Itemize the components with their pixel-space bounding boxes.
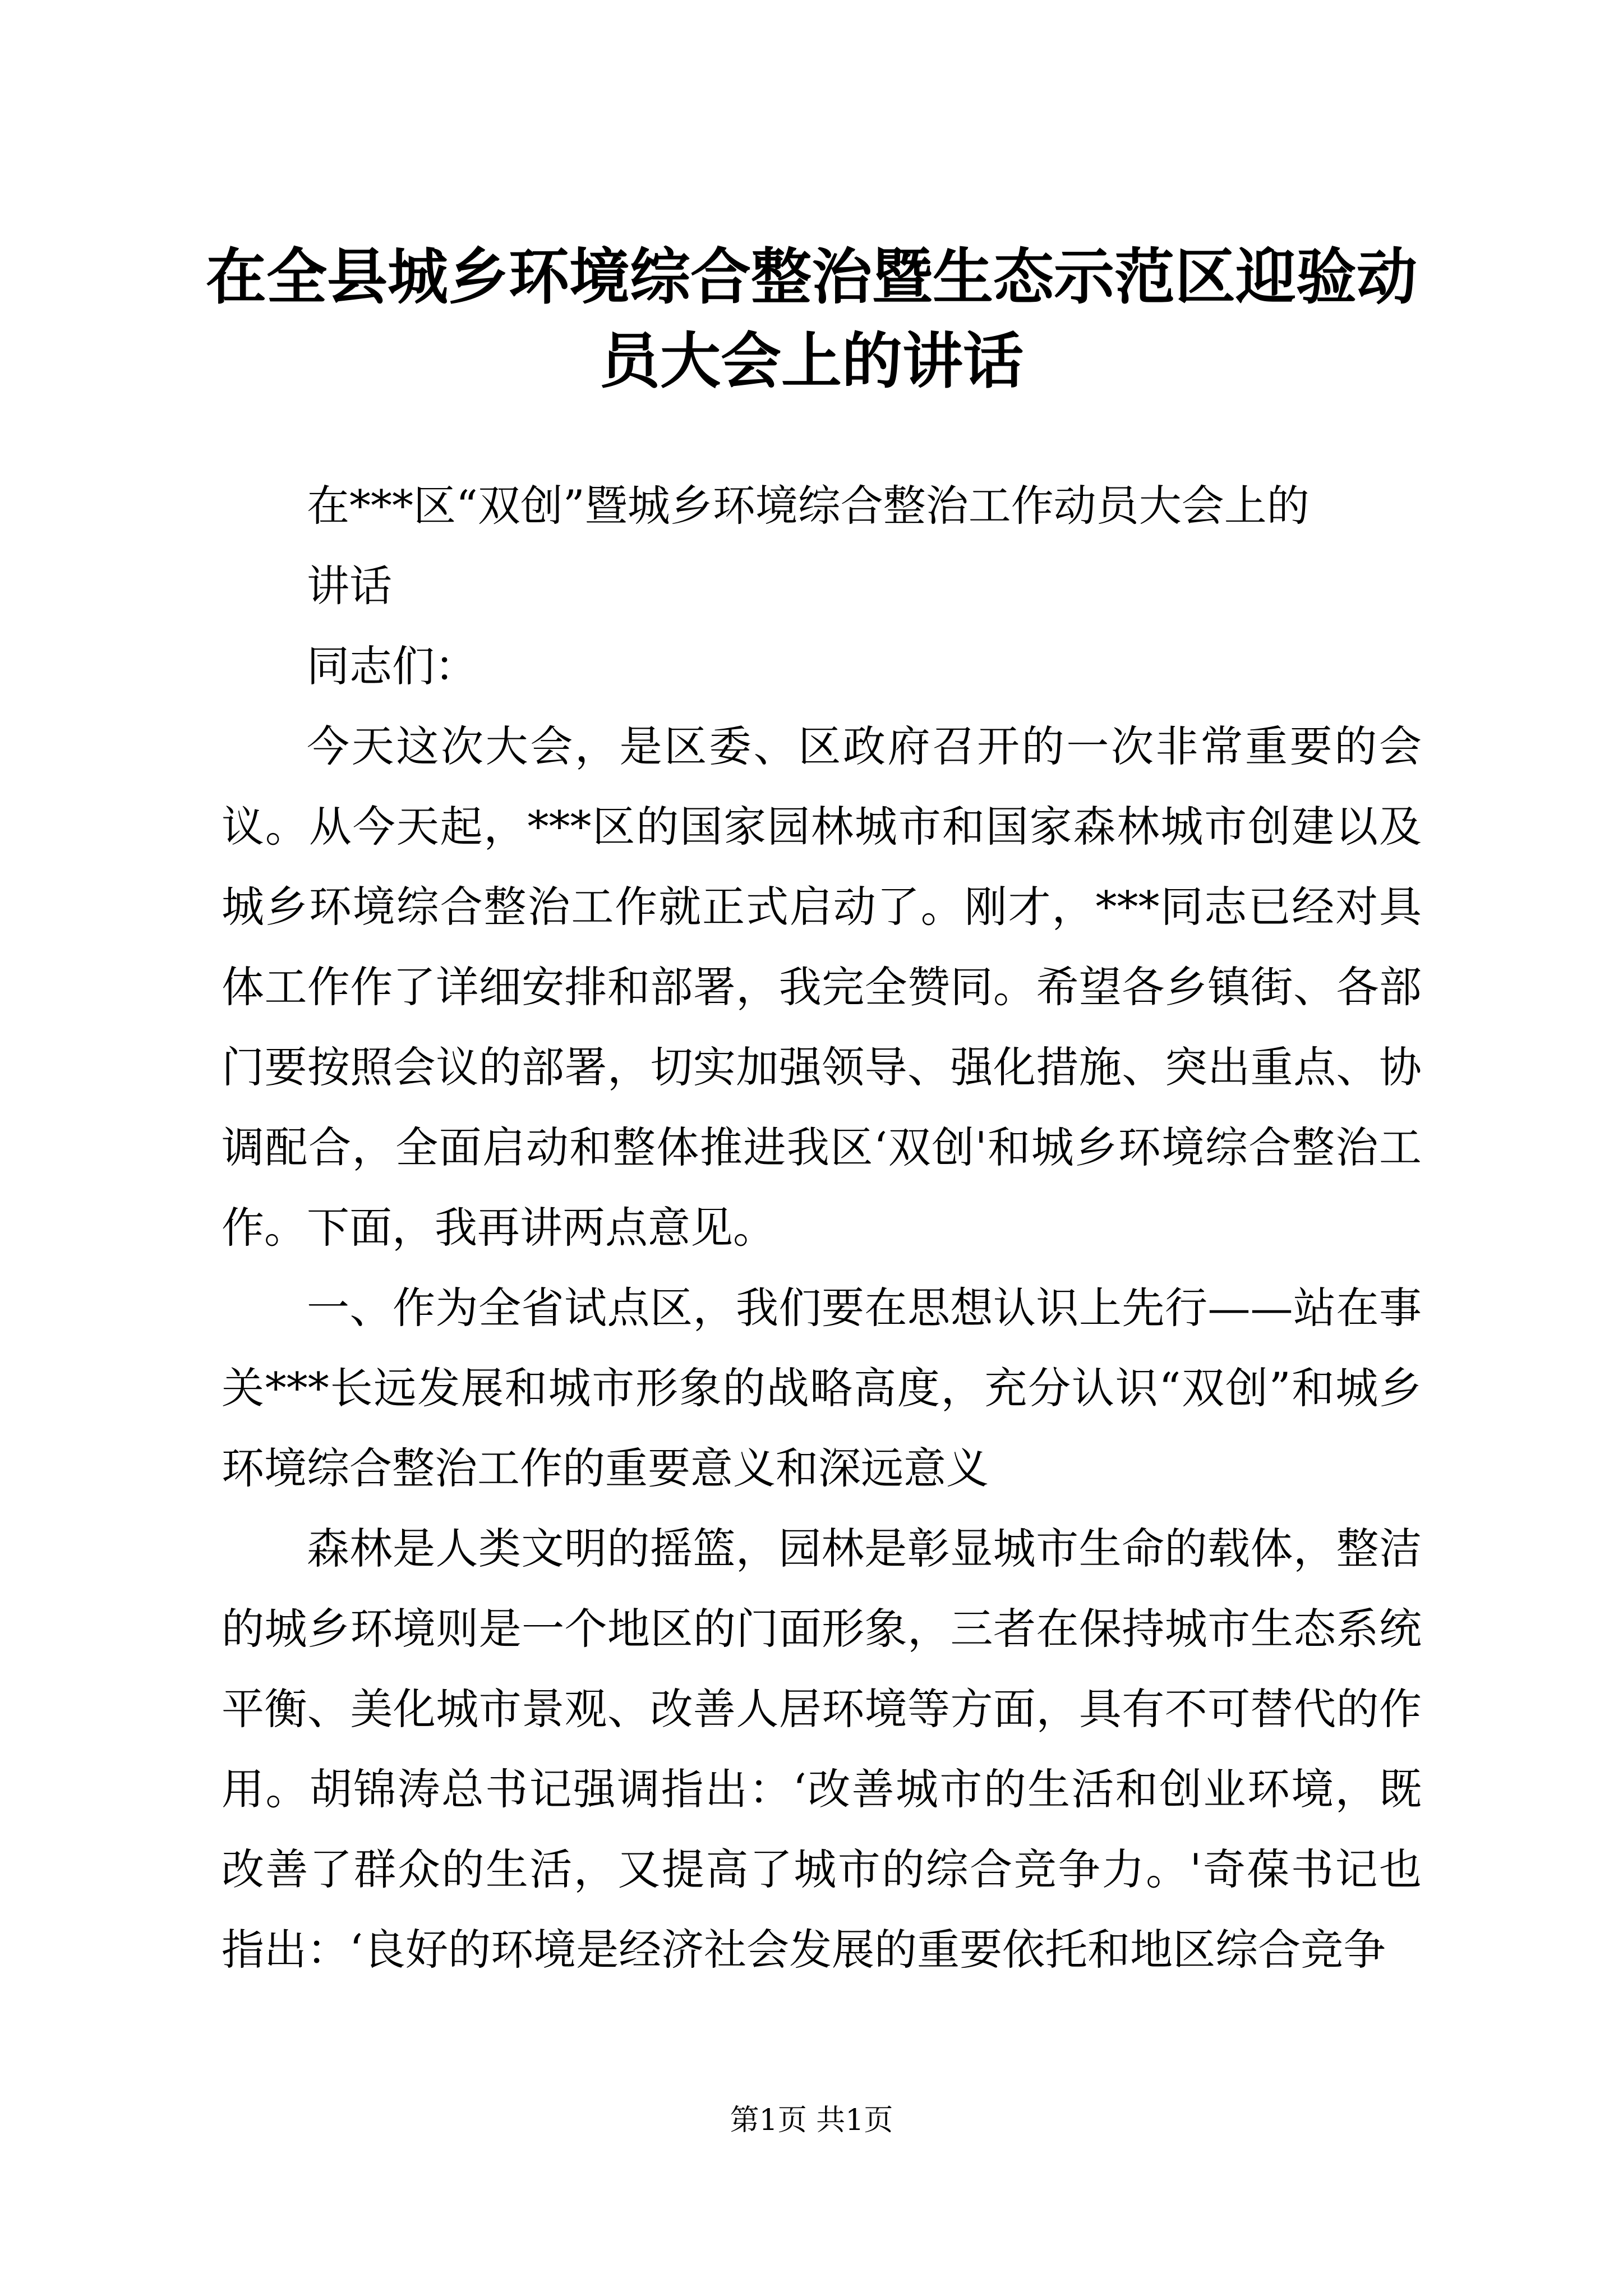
title-line-1: 在全县城乡环境综合整治暨生态示范区迎验动 bbox=[205, 242, 1417, 312]
subtitle-line-1: 在***区“双创”暨城乡环境综合整治工作动员大会上的 bbox=[307, 481, 1310, 531]
paragraph-opening: 今天这次大会，是区委、区政府召开的一次非常重要的会议。从今天起，***区的国家园林城市和国家森林城市创建以及城乡环境综合整治工作就正式启动了。刚才，***同志已经对具体工作作了详细安排和部署，我完全赞同。希望各乡镇街、各部门要按照会议的部署，切实加强领导、强化措施、突出重点、协调配合，全面启动和整体推进我区‘双创'和城乡环境综合整治工作。下面，我再讲两点意见。 bbox=[222, 721, 1422, 1253]
paragraph-body: 森林是人类文明的摇篮，园林是彰显城市生命的载体，整洁的城乡环境则是一个地区的门面形象，三者在保持城市生态系统平衡、美化城市景观、改善人居环境等方面，具有不可替代的作用。胡锦涛总书记强调指出：‘改善城市的生活和创业环境，既改善了群众的生活，又提高了城市的综合竞争力。'奇葆书记也指出：‘良好的环境是经济社会发展的重要依托和地区综合竞争 bbox=[222, 1524, 1422, 1975]
title-line-2: 员大会上的讲话 bbox=[599, 326, 1023, 397]
document-body bbox=[222, 466, 1422, 1990]
page-footer: 第1页 共1页 bbox=[730, 2104, 893, 2137]
salutation: 同志们： bbox=[307, 641, 477, 691]
subtitle-line-2: 讲话 bbox=[307, 561, 392, 611]
document-title bbox=[185, 236, 1438, 404]
paragraph-section-heading: 一、作为全省试点区，我们要在思想认识上先行——站在事关***长远发展和城市形象的战略高度，充分认识“双创”和城乡环境综合整治工作的重要意义和深远意义 bbox=[222, 1283, 1422, 1493]
